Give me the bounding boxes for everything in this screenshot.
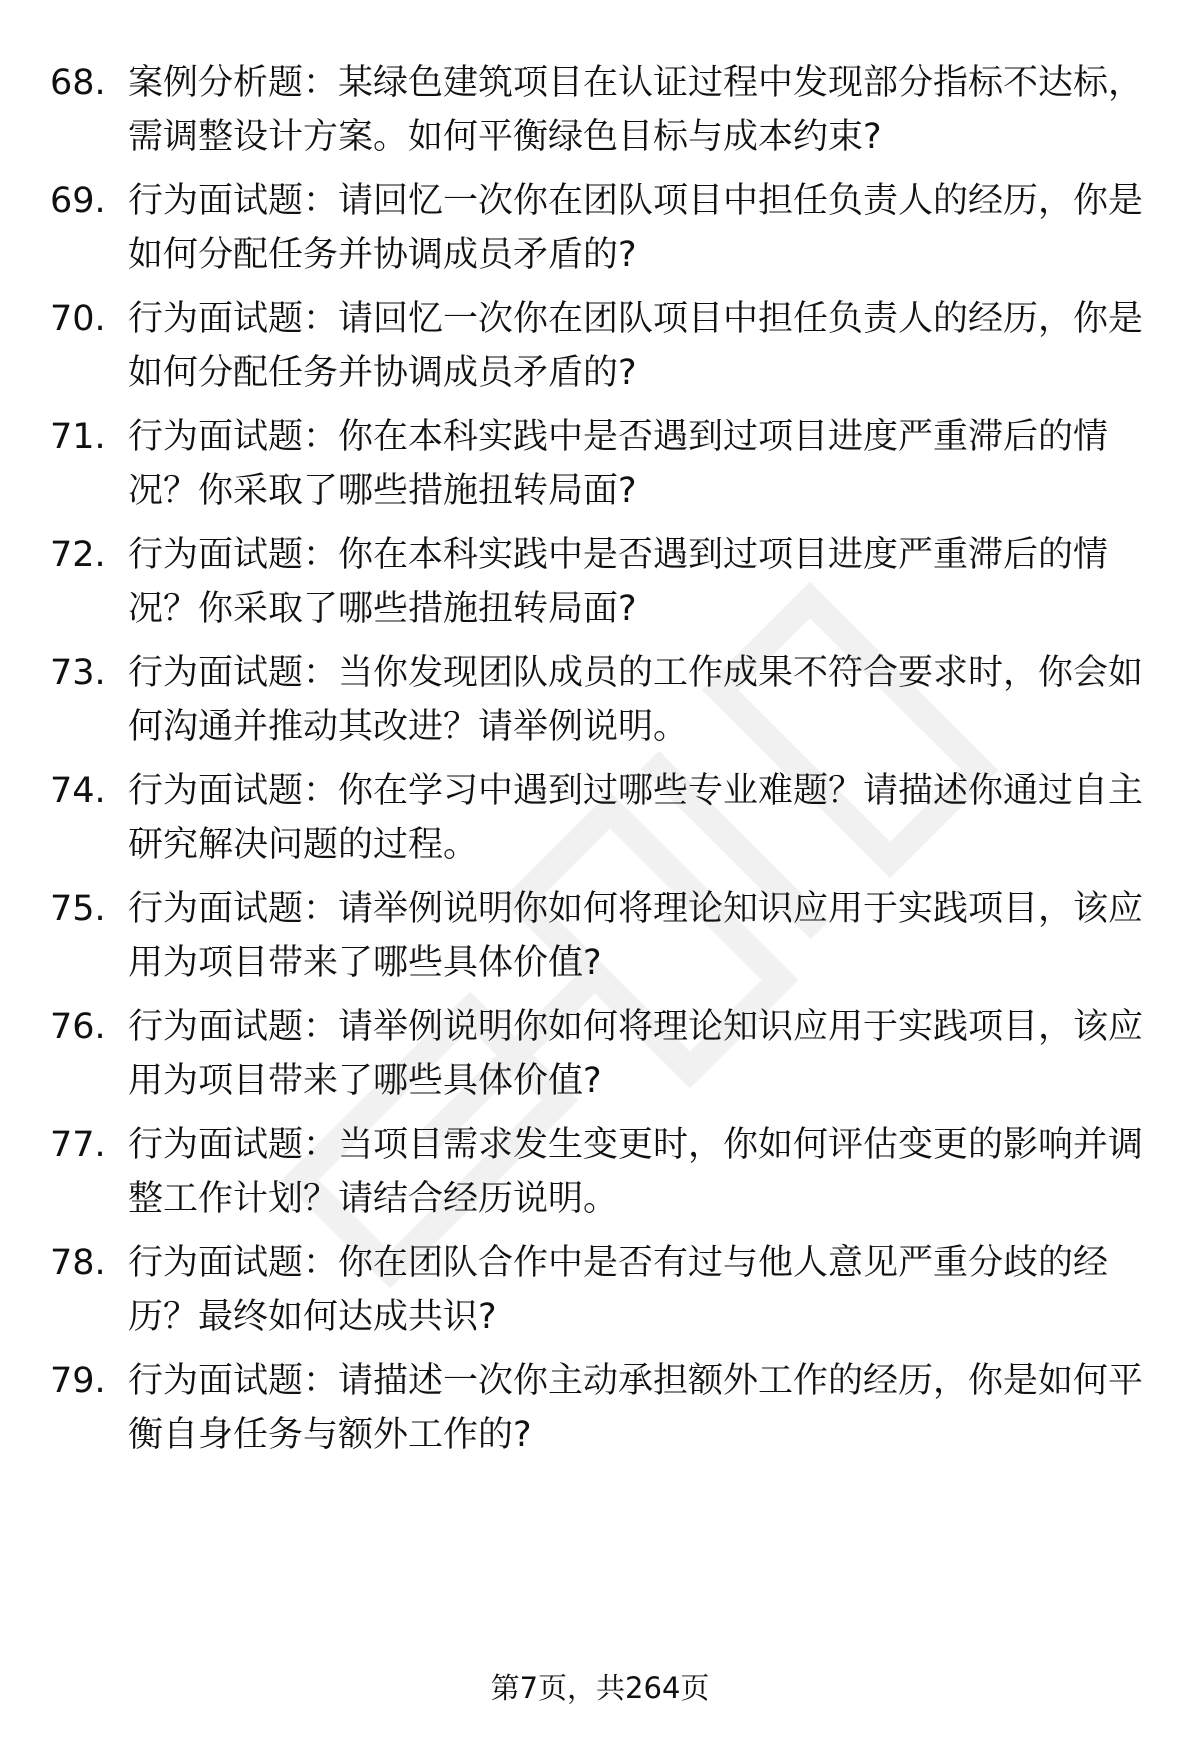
question-number: 73. xyxy=(50,653,106,693)
question-number: 68. xyxy=(50,63,106,103)
question-text: 行为面试题：当你发现团队成员的工作成果不符合要求时，你会如何沟通并推动其改进？请举例说明。 xyxy=(128,653,1144,747)
question-number: 69. xyxy=(50,181,106,221)
question-number: 77. xyxy=(50,1125,106,1165)
question-text: 行为面试题：请举例说明你如何将理论知识应用于实践项目，该应用为项目带来了哪些具体价值? xyxy=(128,1007,1144,1101)
page-footer xyxy=(0,1668,1200,1708)
question-number: 79. xyxy=(50,1361,106,1401)
question-number: 76. xyxy=(50,1007,106,1047)
question-text: 案例分析题：某绿色建筑项目在认证过程中发现部分指标不达标，需调整设计方案。如何平衡绿色目标与成本约束? xyxy=(128,63,1144,157)
question-text: 行为面试题：请描述一次你主动承担额外工作的经历，你是如何平衡自身任务与额外工作的? xyxy=(128,1361,1144,1455)
question-text: 行为面试题：你在本科实践中是否遇到过项目进度严重滞后的情况？你采取了哪些措施扭转局面? xyxy=(128,417,1109,511)
page-number-label: 第7页，共264页 xyxy=(490,1671,710,1705)
question-text: 行为面试题：请举例说明你如何将理论知识应用于实践项目，该应用为项目带来了哪些具体价值? xyxy=(128,889,1144,983)
question-number: 74. xyxy=(50,771,106,811)
question-text: 行为面试题：你在团队合作中是否有过与他人意见严重分歧的经历？最终如何达成共识? xyxy=(128,1243,1109,1337)
question-text: 行为面试题：你在学习中遇到过哪些专业难题？请描述你通过自主研究解决问题的过程。 xyxy=(128,771,1144,865)
question-text: 行为面试题：请回忆一次你在团队项目中担任负责人的经历，你是如何分配任务并协调成员矛盾的? xyxy=(128,299,1144,393)
question-number: 70. xyxy=(50,299,106,339)
question-number: 71. xyxy=(50,417,106,457)
question-number: 78. xyxy=(50,1243,106,1283)
question-text: 行为面试题：你在本科实践中是否遇到过项目进度严重滞后的情况？你采取了哪些措施扭转局面? xyxy=(128,535,1109,629)
question-text: 行为面试题：当项目需求发生变更时，你如何评估变更的影响并调整工作计划？请结合经历说明。 xyxy=(128,1125,1144,1219)
question-text: 行为面试题：请回忆一次你在团队项目中担任负责人的经历，你是如何分配任务并协调成员矛盾的? xyxy=(128,181,1144,275)
question-number: 72. xyxy=(50,535,106,575)
question-number: 75. xyxy=(50,889,106,929)
